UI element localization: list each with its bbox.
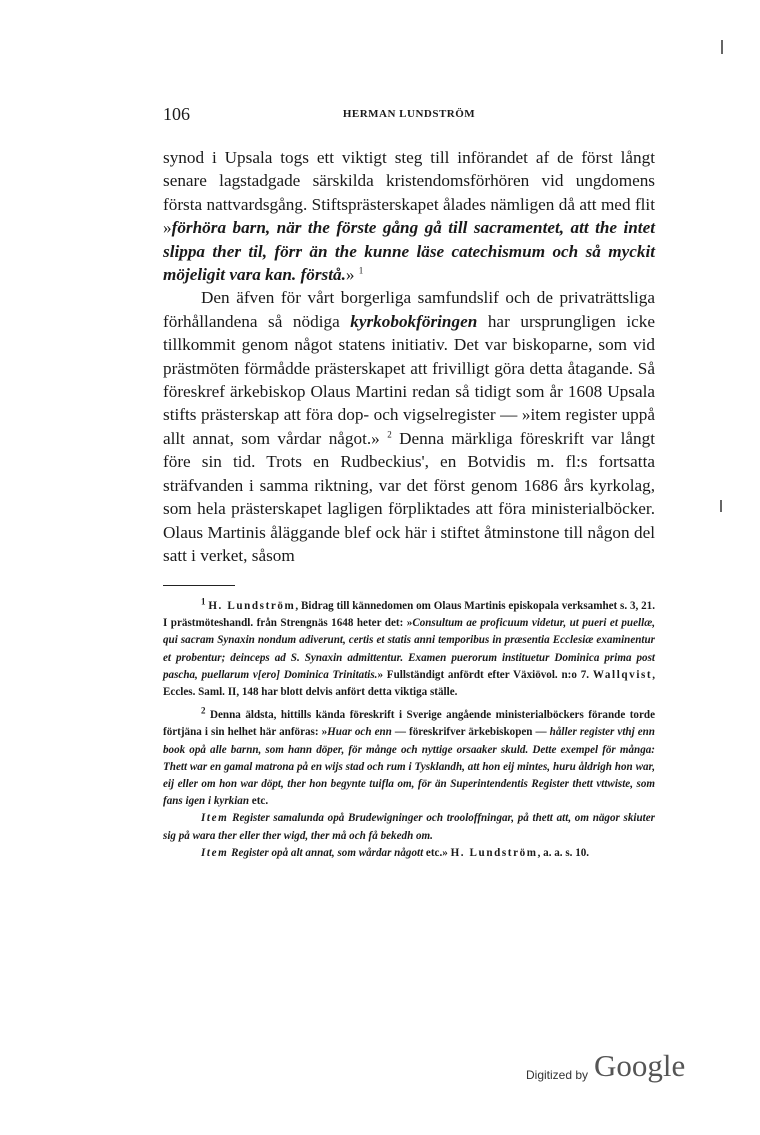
digitized-by-google-watermark bbox=[526, 1048, 696, 1088]
footnote-1: $^1$ H. Lundström, Bidrag till kännedomen om Olaus Martinis episkopala verksamhet s. 3, 21. I prästmöteshandl. från Strengnäs 1648 heter det: »Consultum ae proficuum videtur, ut pueri et puellæ, qui sacram Synaxin nondum adiverunt, certis et statis anni temporibus in præsentia Ecclesiæ examinentur et probentur; deinceps ad S. Synaxin admittentur. Examen puerorum instituetur Dominica prima post pascha, puellarum v[ero] Dominica Trinitatis.» Fullständigt anfördt efter Växiövol. n:o 7. Wallqvist, Eccles. Saml. II, 148 har blott delvis anfört detta viktiga ställe. bbox=[163, 596, 655, 699]
footnote-ref-1[interactable]: 1 bbox=[358, 265, 364, 276]
footnote-2-item-1: Item Register samalunda opå Brudewigninger och trooloffningar, på thett att, om nägor skiuter sig på wara ther eller ther wigd, ther må och få bekedh om. bbox=[163, 812, 655, 842]
emphasized-term: kyrkobokföringen bbox=[350, 311, 478, 331]
footnote-divider bbox=[163, 585, 235, 586]
page-header bbox=[163, 104, 655, 124]
scan-mark-top bbox=[721, 40, 723, 54]
paragraph-1: synod i Upsala togs ett viktigt steg till införandet af de först långt senare lagstadgade särskilda kristendomsförhören vid ungdomens första nattvardsgång. Stiftsprästerskapet ålades nämligen då att med flit »förhöra barn, när the förste gång gå till sacramentet, att the intet slippa ther til, förr än the kunne läse catechismum och så myckit möjeligit vara kan. förstå.» $^1$ bbox=[163, 148, 655, 285]
footnote-2-item-2: Item Register opå alt annat, som wårdar någott etc.» H. Lundström, a. a. s. 10. bbox=[201, 846, 590, 859]
quoted-passage: förhöra barn, när the förste gång gå till sacramentet, att the intet slippa ther til, förr än the kunne läse catechismum och så myckit möjeligit vara kan. förstå. bbox=[163, 218, 655, 285]
running-title: HERMAN LUNDSTRÖM bbox=[342, 108, 476, 120]
scan-mark-right bbox=[720, 500, 722, 512]
page-number: 106 bbox=[163, 104, 190, 124]
footnote-2: $^2$ Denna äldsta, hittills kända föreskrift i Sverige angående ministerialböckers förande torde förtjäna i sin helhet här anföras: »Huar och enn — föreskrifver ärkebiskopen — håller register vthj enn book opå alle barnn, som hann döper, för månge och nyttige orsaaker skuld. Dette exempel för många: Thett war en gamal matrona på en wijs stad och rum i Tysklandh, att hon eij mintes, huru åldrigh hon war, eij eller om hon war döpt, ther hon begynte tuifla om, för än Superintendentis Register thett vttwiste, som fans igen i kyrkian etc. bbox=[163, 705, 655, 808]
body-text bbox=[163, 146, 655, 567]
footnotes bbox=[163, 598, 655, 862]
digitized-by-label: Digitized by bbox=[526, 1068, 589, 1082]
paragraph-2: Den äfven för vårt borgerliga samfundslif och de privaträttsliga förhållandena så nödiga kyrkobokföringen har ursprungligen icke tillkommit genom något statens initiativ. Det var biskoparne, som vid prästmöten förmådde prästerskapet att frivilligt göra detta åtagande. Så föreskref ärkebiskop Olaus Martini redan så tidigt som år 1608 Upsala stifts prästerskap att föra dop- och vigselregister — »item register uppå allt annat, som vårdar något.» $^2$ Denna märkliga föreskrift var långt före sin tid. Trots en Rudbeckius', en Botvidis m. fl:s fortsatta sträfvanden i samma riktning, var det först genom 1686 års kyrkolag, som hela prästerskapet lagligen förpliktades att föra ministerialböcker. Olaus Martinis åläggande blef ock här i stiftet åtminstone till någon del satt i verket, såsom bbox=[163, 288, 656, 565]
footnote-ref-2[interactable]: 2 bbox=[387, 429, 392, 440]
google-logo: Google bbox=[594, 1048, 686, 1083]
